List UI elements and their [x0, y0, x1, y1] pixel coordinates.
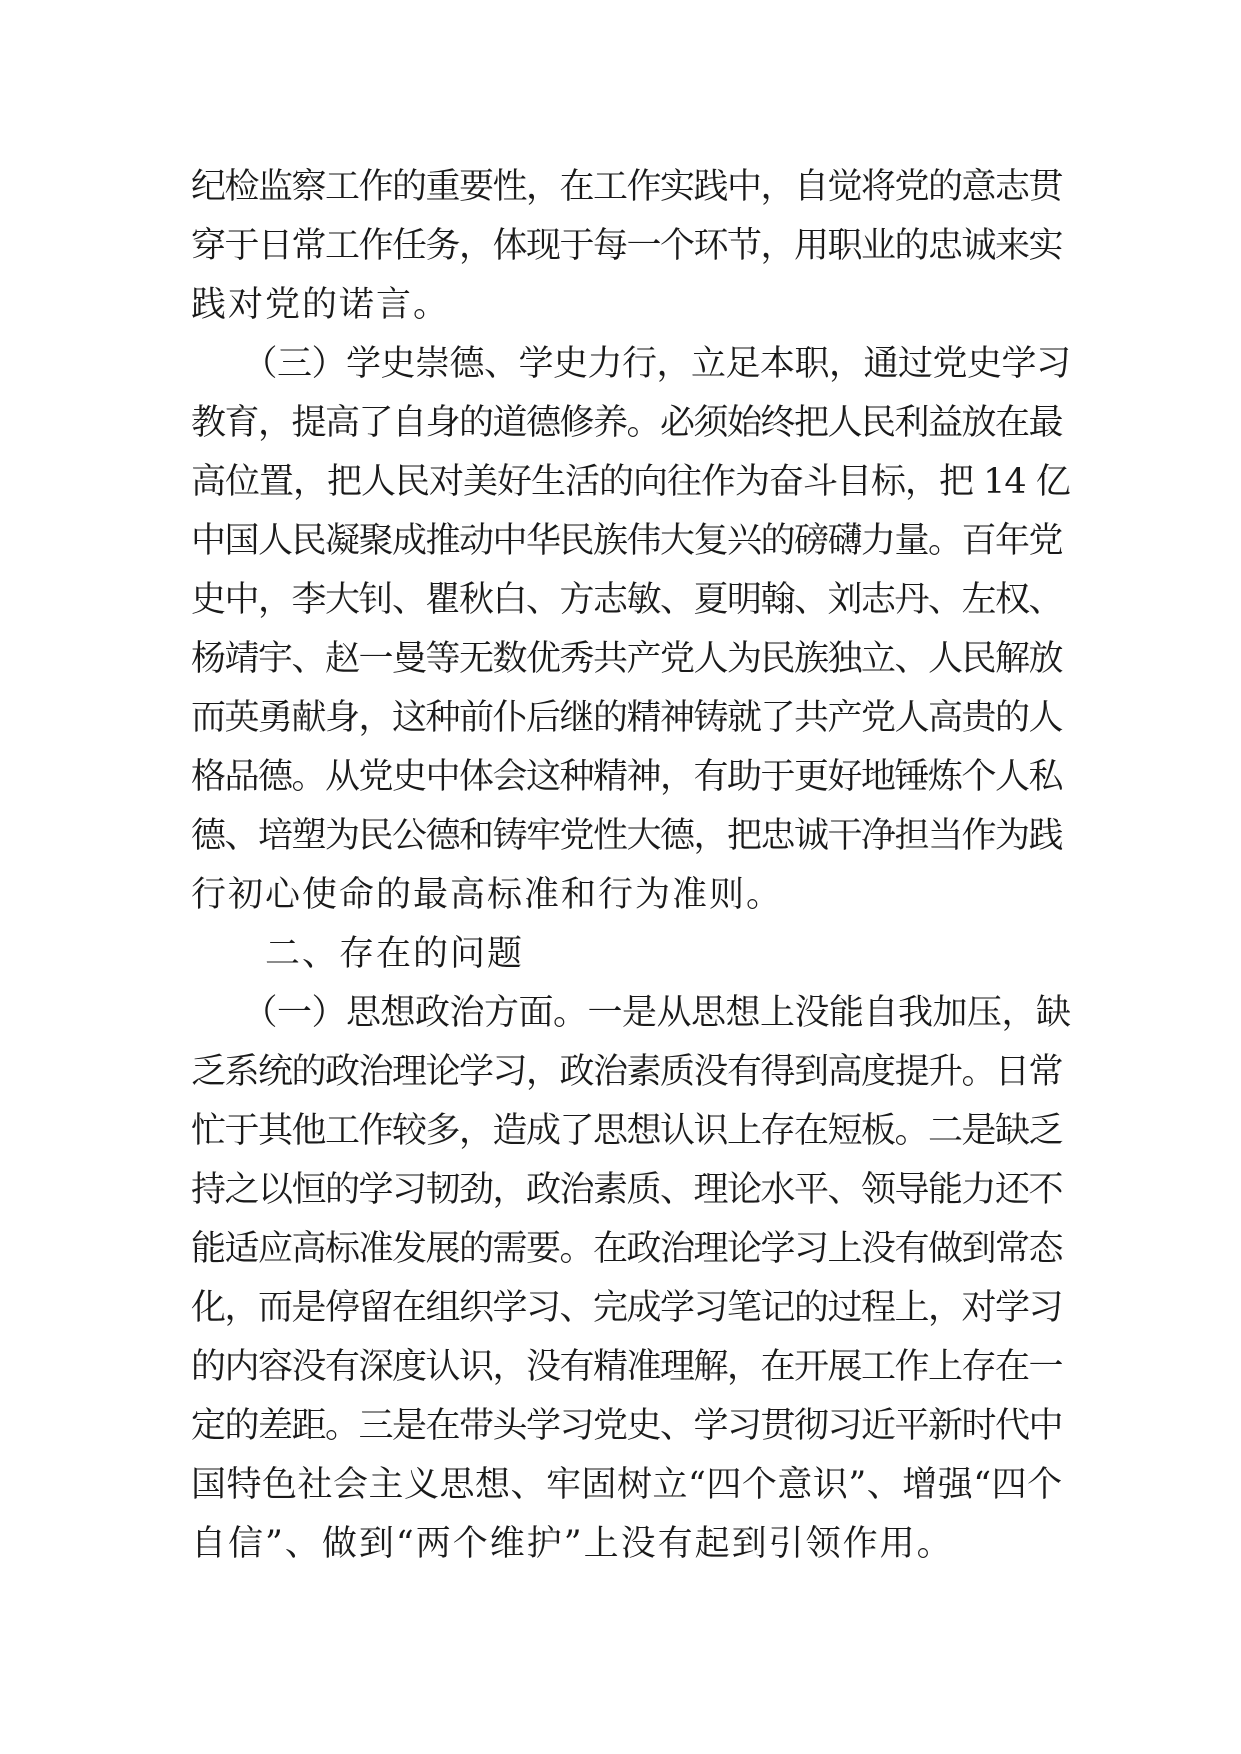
text-line: 史中，李大钊、瞿秋白、方志敏、夏明翰、刘志丹、左权、: [191, 580, 1063, 620]
text-line: 化，而是停留在组织学习、完成学习笔记的过程上，对学习: [191, 1288, 1063, 1328]
document-body: [191, 158, 1071, 1574]
text-line: 穿于日常工作任务，体现于每一个环节，用职业的忠诚来实: [191, 226, 1063, 266]
text-line: 的内容没有深度认识，没有精准理解，在开展工作上存在一: [191, 1347, 1063, 1387]
section-heading: （一）思想政治方面。一是从思想上没能自我加压，缺: [191, 993, 1071, 1033]
text-line: 高位置，把人民对美好生活的向往作为奋斗目标，把 14 亿: [191, 462, 1070, 502]
text-line: 德、培塑为民公德和铸牢党性大德，把忠诚干净担当作为践: [191, 816, 1063, 856]
text-line: 格品德。从党史中体会这种精神，有助于更好地锤炼个人私: [191, 757, 1063, 797]
text-line: 持之以恒的学习韧劲，政治素质、理论水平、领导能力还不: [191, 1170, 1063, 1210]
section-heading: 二、存在的问题: [191, 934, 525, 974]
text-line: 践对党的诺言。: [191, 285, 451, 325]
text-line: 纪检监察工作的重要性，在工作实践中，自觉将党的意志贯: [191, 167, 1063, 207]
text-line: 自信”、做到“两个维护”上没有起到引领作用。: [191, 1524, 954, 1564]
text-line: 而英勇献身，这种前仆后继的精神铸就了共产党人高贵的人: [191, 698, 1063, 738]
text-line: 行初心使命的最高标准和行为准则。: [191, 875, 784, 915]
text-line: 中国人民凝聚成推动中华民族伟大复兴的磅礴力量。百年党: [191, 521, 1063, 561]
section-heading: （三）学史崇德、学史力行，立足本职，通过党史学习: [191, 344, 1071, 384]
text-line: 忙于其他工作较多，造成了思想认识上存在短板。二是缺乏: [191, 1111, 1063, 1151]
text-line: 国特色社会主义思想、牢固树立“四个意识”、增强“四个: [191, 1465, 1063, 1505]
text-line: 定的差距。三是在带头学习党史、学习贯彻习近平新时代中: [191, 1406, 1063, 1446]
text-line: 杨靖宇、赵一曼等无数优秀共产党人为民族独立、人民解放: [191, 639, 1063, 679]
text-line: 教育，提高了自身的道德修养。必须始终把人民利益放在最: [191, 403, 1063, 443]
text-line: 能适应高标准发展的需要。在政治理论学习上没有做到常态: [191, 1229, 1063, 1269]
text-line: 乏系统的政治理论学习，政治素质没有得到高度提升。日常: [191, 1052, 1063, 1092]
